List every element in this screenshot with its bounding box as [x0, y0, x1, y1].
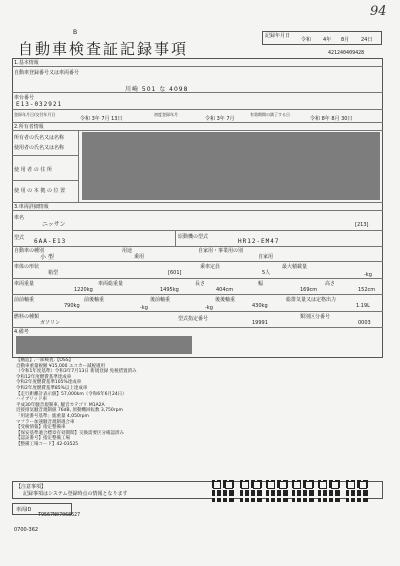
record-date-month: 8月	[341, 37, 350, 43]
model-label: 型式	[14, 235, 25, 241]
main-form	[12, 58, 383, 358]
first-year-label: 初度登録年月	[154, 112, 178, 117]
use-label: 用途	[122, 248, 133, 254]
rear-front-label: 後前軸重	[150, 297, 171, 303]
qr-code-icon	[240, 480, 262, 502]
remark-line: 【認証番号】指定整備工場	[16, 436, 70, 442]
engine-label: 原動機の型式	[178, 234, 209, 240]
remarks-list	[16, 358, 206, 448]
form-number: 0700-362	[14, 527, 39, 533]
document-number: 421240409428	[328, 50, 365, 56]
displacement-value: 1.19L	[356, 303, 370, 309]
width-label: 幅	[258, 281, 264, 287]
top-mark: B	[73, 29, 78, 36]
redacted-remark	[16, 336, 192, 354]
length-label: 長さ	[195, 281, 206, 287]
fuel-value: ガソリン	[40, 320, 61, 326]
first-reg-label: 登録年月日/交付年月日	[14, 112, 56, 117]
capacity-value: 5人	[262, 270, 271, 276]
body-value: 箱型	[48, 270, 59, 276]
gross-value: 1495kg	[160, 287, 179, 293]
remark-line: 【保安基準適合標章有効期間】交換需要区分確認済み	[16, 430, 124, 436]
chassis-value: E13-032921	[16, 101, 63, 108]
first-year-value: 令和 3年 7月	[205, 116, 235, 122]
rear-rear-value: 430kg	[252, 303, 268, 309]
remark-line: 令和12年度燃費基準達成車	[16, 374, 72, 380]
kind-label: 自動車の種別	[14, 248, 45, 254]
section1-heading: 1.基本情報	[14, 60, 39, 66]
vehicle-id-label: 車両ID	[16, 507, 32, 513]
body-label: 車体の形状	[14, 264, 40, 270]
front-front-label: 前前軸重	[14, 297, 35, 303]
maker-label: 車名	[14, 215, 25, 221]
engine-value: HR12-EM47	[238, 238, 280, 245]
first-reg-value: 令和 3年 7月 13日	[80, 116, 123, 122]
remark-line: 【構造】,一部検査,【OSS】	[16, 358, 74, 363]
record-date-day: 24日	[361, 37, 373, 43]
record-date-box	[262, 31, 382, 45]
redacted-owner-info	[82, 132, 380, 200]
remark-line: 近接排気騒音規制値 76dB, 原動機回転数 3,750rpm	[16, 408, 123, 414]
notice-text: 記録事項はシステム登録時点の情報となります	[23, 491, 128, 497]
expiry-value: 令和 8年 8月 30日	[310, 116, 353, 122]
remark-line: 「用途番号基準」総重量 4,050rpm	[16, 413, 89, 419]
section4-heading: 4.備考	[14, 329, 29, 335]
maker-code: [213]	[355, 222, 369, 228]
remark-line: 自動車重量税額 ¥15,000 エコカー減税適用	[16, 363, 105, 369]
qr-code-icon	[318, 480, 340, 502]
use-value: 乗用	[134, 254, 145, 260]
private-value: 自家用	[258, 254, 274, 260]
weight-value: 1220kg	[74, 287, 93, 293]
private-label: 自家用・事業用の別	[198, 248, 244, 254]
base-label: 使 用 の 本 拠 の 位 置	[14, 188, 66, 194]
spec-label: 型式指定番号	[178, 316, 209, 322]
remark-line: 令和2年度燃費基準85%以上達成車	[16, 385, 88, 391]
category-label: 類別区分番号	[300, 314, 331, 320]
length-value: 404cm	[216, 287, 234, 293]
front-rear-value: -kg	[140, 305, 148, 311]
remark-line: 平成30年騒音規制車, 騒音カテゴリ M1A2A	[16, 402, 105, 408]
body-code: [601]	[168, 270, 182, 276]
width-value: 169cm	[300, 287, 318, 293]
remark-line: 【整備工場コード】42-03525	[16, 441, 79, 447]
height-label: 高さ	[325, 281, 336, 287]
document-title: 自動車検査証記録事項	[18, 40, 189, 58]
qr-code-icon	[212, 480, 234, 502]
category-value: 0003	[358, 320, 371, 326]
qr-code-icon	[266, 480, 288, 502]
rear-front-value: -kg	[205, 305, 213, 311]
remark-line: 令和2年度燃費基準105%達成車	[16, 380, 82, 386]
remark-line: マフラー加速騒音規制適合車	[16, 419, 75, 425]
height-value: 152cm	[358, 287, 376, 293]
record-date-era: 令和	[301, 37, 312, 43]
notice-heading: 【注意事項】	[16, 484, 47, 490]
user-address-label: 使 用 者 の 住 所	[14, 167, 52, 173]
qr-code-icon	[292, 480, 314, 502]
kind-value: 小 型	[40, 254, 54, 261]
section2-heading: 2.所有者情報	[14, 124, 44, 130]
owner-label: 所有者の氏名又は名称	[14, 135, 65, 141]
displacement-label: 総排気量又は定格出力	[286, 297, 337, 303]
registration-label: 自動車登録番号又は車両番号	[14, 70, 80, 76]
spec-value: 19991	[252, 320, 268, 326]
user-name-label: 使用者の氏名又は名称	[14, 145, 65, 151]
record-date-year: 4年	[323, 37, 332, 43]
gross-label: 車両総重量	[98, 281, 124, 287]
fuel-label: 燃料の種類	[14, 314, 40, 320]
weight-label: 車両重量	[14, 281, 35, 287]
capacity-label: 乗車定員	[200, 264, 221, 270]
section3-heading: 3.車両詳細情報	[14, 204, 49, 210]
max-load-value: -kg	[364, 272, 372, 278]
maker-value: ニッサン	[42, 221, 66, 228]
expiry-label: 有効期間の満了する日	[250, 112, 290, 117]
remark-line: （令和1年度基準）令和3年7月13日 新規登録 免税措置済み	[16, 369, 137, 375]
model-value: 6AA-E13	[34, 238, 67, 245]
handwritten-number: 94	[370, 4, 387, 19]
qr-code-icon	[346, 480, 368, 502]
vehicle-id-value: T9567N07068627	[38, 512, 81, 518]
record-date-label: 記録年月日	[265, 33, 291, 39]
rear-rear-label: 後後軸重	[215, 297, 236, 303]
max-load-label: 最大積載量	[282, 264, 308, 270]
remark-line: 【受検情報】指定整備車	[16, 425, 66, 431]
front-rear-label: 前後軸重	[84, 297, 105, 303]
remark-line: 【走行距離計表示値】57,000km（令和6年6月24日）	[16, 391, 127, 397]
remark-line: ハイブリッド車	[16, 397, 48, 403]
chassis-label: 車台番号	[14, 95, 35, 101]
front-front-value: 790kg	[64, 303, 80, 309]
registration-value: 川崎 501 な 4098	[125, 86, 189, 93]
